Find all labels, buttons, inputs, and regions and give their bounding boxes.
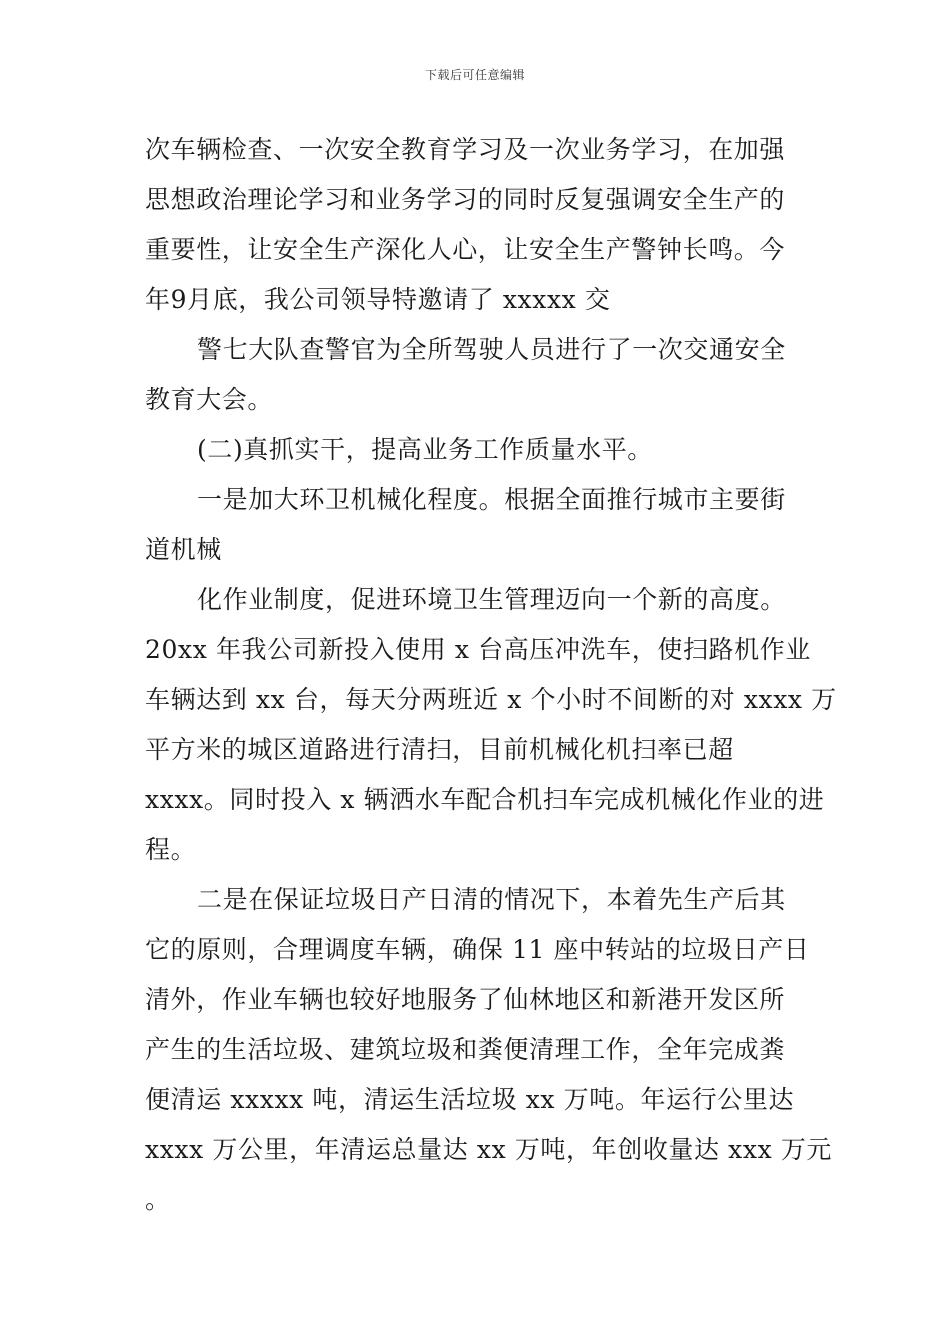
section-heading: (二)真抓实干，提高业务工作质量水平。 [197,435,653,464]
text-line: 二是在保证垃圾日产日清的情况下，本着先生产后其 [197,885,786,914]
text-line: xxxx 万公里，年清运总量达 xx 万吨，年创收量达 xxx 万元 [145,1135,833,1164]
text-line: 警七大队查警官为全所驾驶人员进行了一次交通安全 [197,335,786,364]
page-header: 下载后可任意编辑 [424,68,525,82]
text-line: 化作业制度，促进环境卫生管理迈向一个新的高度。 [197,585,786,614]
text-line: 清外，作业车辆也较好地服务了仙林地区和新港开发区所 [145,985,786,1014]
text-line: 便清运 xxxxx 吨，清运生活垃圾 xx 万吨。年运行公里达 [145,1085,795,1114]
text-line: 车辆达到 xx 台，每天分两班近 x 个小时不间断的对 xxxx 万 [145,685,837,714]
text-line: 重要性，让安全生产深化人心，让安全生产警钟长鸣。今 [145,235,786,264]
text-line: 次车辆检查、一次安全教育学习及一次业务学习，在加强 [145,135,786,164]
text-line: 程。 [145,835,197,864]
text-line: 它的原则，合理调度车辆，确保 11 座中转站的垃圾日产日 [145,935,810,964]
text-line: xxxx。同时投入 x 辆洒水车配合机扫车完成机械化作业的进 [145,785,825,814]
text-line: 20xx 年我公司新投入使用 x 台高压冲洗车，使扫路机作业 [145,635,811,664]
text-line: 道机械 [145,535,222,564]
text-line: 思想政治理论学习和业务学习的同时反复强调安全生产的 [145,185,786,214]
text-line: 。 [145,1185,171,1214]
text-line: 年9月底，我公司领导特邀请了 xxxxx 交 [145,285,611,314]
text-line: 一是加大环卫机械化程度。根据全面推行城市主要街 [197,485,786,514]
text-line: 产生的生活垃圾、建筑垃圾和粪便清理工作，全年完成粪 [145,1035,786,1064]
text-line: 平方米的城区道路进行清扫，目前机械化机扫率已超 [145,735,734,764]
text-line: 教育大会。 [145,385,274,414]
